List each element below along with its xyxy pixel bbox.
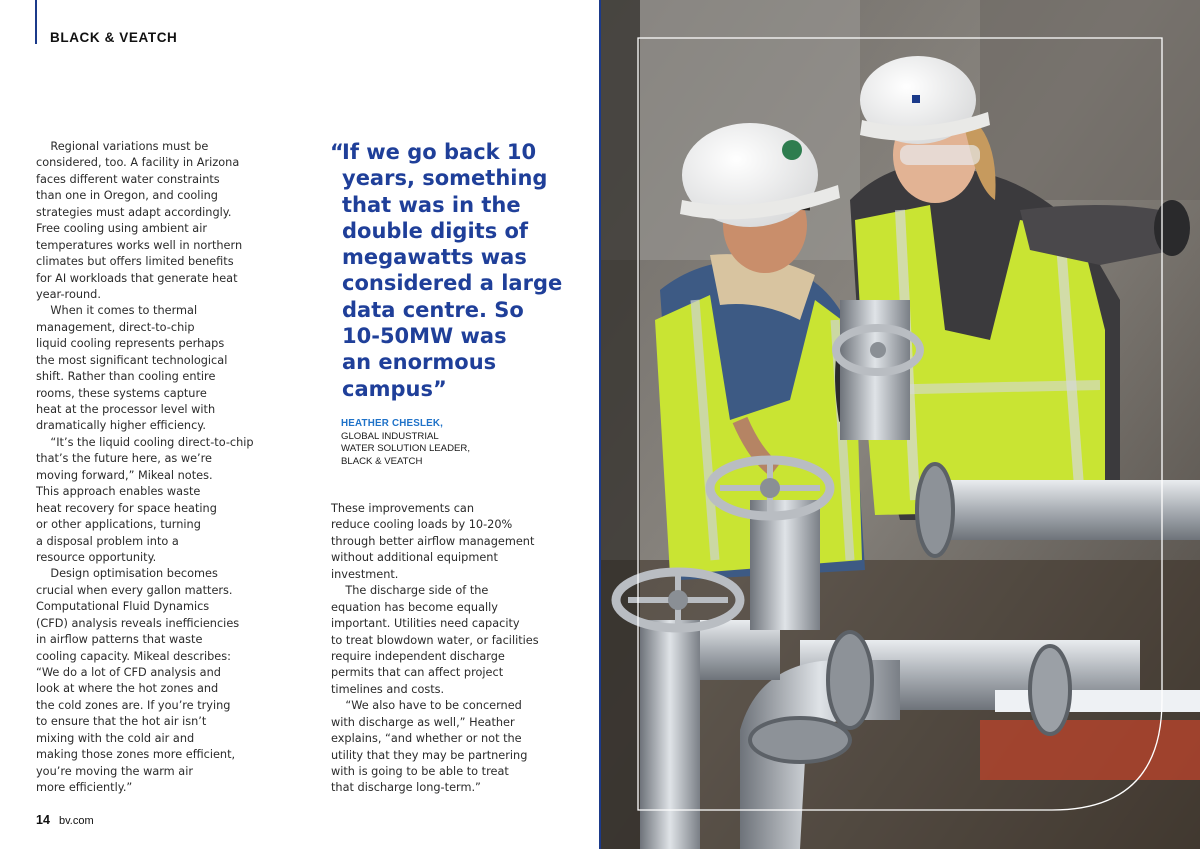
text-line: When it comes to thermal bbox=[36, 304, 198, 318]
quote-line bbox=[330, 192, 570, 218]
text-line: equation has become equally bbox=[331, 600, 498, 614]
quote-line bbox=[330, 139, 570, 165]
text-line: cooling capacity. Mikeal describes: bbox=[36, 649, 231, 663]
text-line: “We also have to be concerned bbox=[331, 699, 522, 713]
text-line: that’s the future here, as we’re bbox=[36, 452, 212, 466]
text-line: investment. bbox=[331, 567, 399, 581]
quote-text: If we go back 10 bbox=[342, 140, 537, 164]
page-footer bbox=[36, 813, 94, 827]
text-line: resource opportunity. bbox=[36, 550, 157, 564]
quote-line bbox=[330, 349, 570, 375]
quote-line bbox=[330, 376, 570, 402]
quote-attribution bbox=[341, 418, 470, 468]
text-line: making those zones more efficient, bbox=[36, 748, 236, 762]
text-line: permits that can affect project bbox=[331, 666, 504, 680]
site-link[interactable]: bv.com bbox=[58, 815, 94, 827]
text-line: liquid cooling represents perhaps bbox=[36, 337, 225, 351]
text-line: strategies must adapt accordingly. bbox=[36, 205, 232, 219]
text-line: you’re moving the warm air bbox=[36, 764, 193, 778]
attribution-title-line: BLACK & VEATCH bbox=[341, 455, 423, 467]
text-line: (CFD) analysis reveals inefficiencies bbox=[36, 616, 240, 630]
text-line: reduce cooling loads by 10-20% bbox=[331, 518, 513, 532]
text-line: “We do a lot of CFD analysis and bbox=[36, 666, 221, 679]
text-line: utility that they may be partnering bbox=[331, 748, 528, 762]
text-line: timelines and costs. bbox=[331, 682, 445, 696]
quote-text: that was in the bbox=[342, 192, 521, 217]
text-line: climates but offers limited benefits bbox=[36, 255, 234, 269]
quote-text: campus” bbox=[342, 376, 447, 401]
text-line: with discharge as well,” Heather bbox=[331, 715, 515, 729]
text-line: heat at the processor level with bbox=[36, 403, 216, 416]
text-line: rooms, these systems capture bbox=[36, 386, 207, 400]
text-line: heat recovery for space heating bbox=[36, 501, 217, 515]
valve-wheel bbox=[616, 572, 740, 628]
text-line: through better airflow management bbox=[331, 534, 535, 548]
text-line: the cold zones are. If you’re trying bbox=[36, 698, 231, 712]
quote-line bbox=[330, 297, 570, 323]
quote-line bbox=[330, 244, 570, 270]
quote-text: 10-50MW was bbox=[342, 324, 507, 349]
text-line: Regional variations must be bbox=[36, 140, 209, 153]
text-line: to ensure that the hot air isn’t bbox=[36, 715, 207, 729]
page-number: 14 bbox=[36, 813, 50, 827]
text-line: dramatically higher efficiency. bbox=[36, 419, 206, 433]
text-line: in airflow patterns that waste bbox=[36, 633, 203, 647]
text-line: more efficiently.” bbox=[36, 781, 133, 795]
text-line: or other applications, turning bbox=[36, 518, 201, 532]
text-line: mixing with the cold air and bbox=[36, 731, 195, 745]
valve-wheel bbox=[710, 460, 830, 516]
text-line: with is going to be able to treat bbox=[331, 765, 509, 778]
text-line: that discharge long-term.” bbox=[331, 781, 481, 795]
attribution-title-line: GLOBAL INDUSTRIAL bbox=[341, 430, 439, 442]
attribution-title-line: WATER SOLUTION LEADER, bbox=[341, 443, 470, 454]
engineers-photo bbox=[600, 0, 1200, 849]
text-line: “It’s the liquid cooling direct-to-chip bbox=[36, 435, 254, 449]
text-line: These improvements can bbox=[331, 502, 475, 515]
header-rule bbox=[35, 0, 37, 44]
text-line: crucial when every gallon matters. bbox=[36, 583, 233, 597]
text-line: moving forward,” Mikeal notes. bbox=[36, 468, 213, 482]
text-line: without additional equipment bbox=[331, 551, 498, 565]
text-line: shift. Rather than cooling entire bbox=[36, 370, 216, 384]
attribution-name: HEATHER CHESLEK, bbox=[341, 418, 444, 429]
text-line: considered, too. A facility in Arizona bbox=[36, 156, 240, 170]
quote-line bbox=[330, 218, 570, 244]
text-line: faces different water constraints bbox=[36, 172, 220, 186]
quote-text: double digits of bbox=[342, 218, 529, 243]
page-spine bbox=[599, 0, 601, 849]
text-line: The discharge side of the bbox=[331, 584, 489, 598]
quote-open-mark: “ bbox=[330, 140, 344, 164]
text-line: year-round. bbox=[36, 287, 101, 301]
quote-text: an enormous bbox=[342, 350, 497, 375]
quote-text: years, something bbox=[342, 166, 548, 191]
text-line: than one in Oregon, and cooling bbox=[36, 189, 218, 203]
text-line: require independent discharge bbox=[331, 649, 505, 663]
quote-line bbox=[330, 270, 570, 296]
quote-text: data centre. So bbox=[342, 297, 524, 322]
pull-quote bbox=[330, 139, 570, 402]
text-line: Computational Fluid Dynamics bbox=[36, 600, 210, 614]
text-line: for AI workloads that generate heat bbox=[36, 271, 238, 285]
text-line: temperatures works well in northern bbox=[36, 238, 243, 252]
text-line: a disposal problem into a bbox=[36, 534, 179, 548]
body-column-left bbox=[36, 139, 261, 797]
text-line: to treat blowdown water, or facilities bbox=[331, 633, 539, 647]
quote-line bbox=[330, 165, 570, 191]
text-line: important. Utilities need capacity bbox=[331, 617, 520, 631]
quote-line bbox=[330, 323, 570, 349]
text-line: Design optimisation becomes bbox=[36, 567, 218, 581]
text-line: the most significant technological bbox=[36, 353, 228, 367]
text-line: management, direct-to-chip bbox=[36, 320, 195, 334]
text-line: explains, “and whether or not the bbox=[331, 732, 522, 746]
text-line: Free cooling using ambient air bbox=[36, 222, 207, 236]
brand-header: BLACK & VEATCH bbox=[50, 30, 178, 45]
quote-text: considered a large bbox=[342, 271, 563, 296]
body-column-right bbox=[331, 501, 556, 797]
text-line: This approach enables waste bbox=[36, 485, 201, 499]
quote-text: megawatts was bbox=[342, 245, 527, 270]
text-line: look at where the hot zones and bbox=[36, 682, 219, 696]
